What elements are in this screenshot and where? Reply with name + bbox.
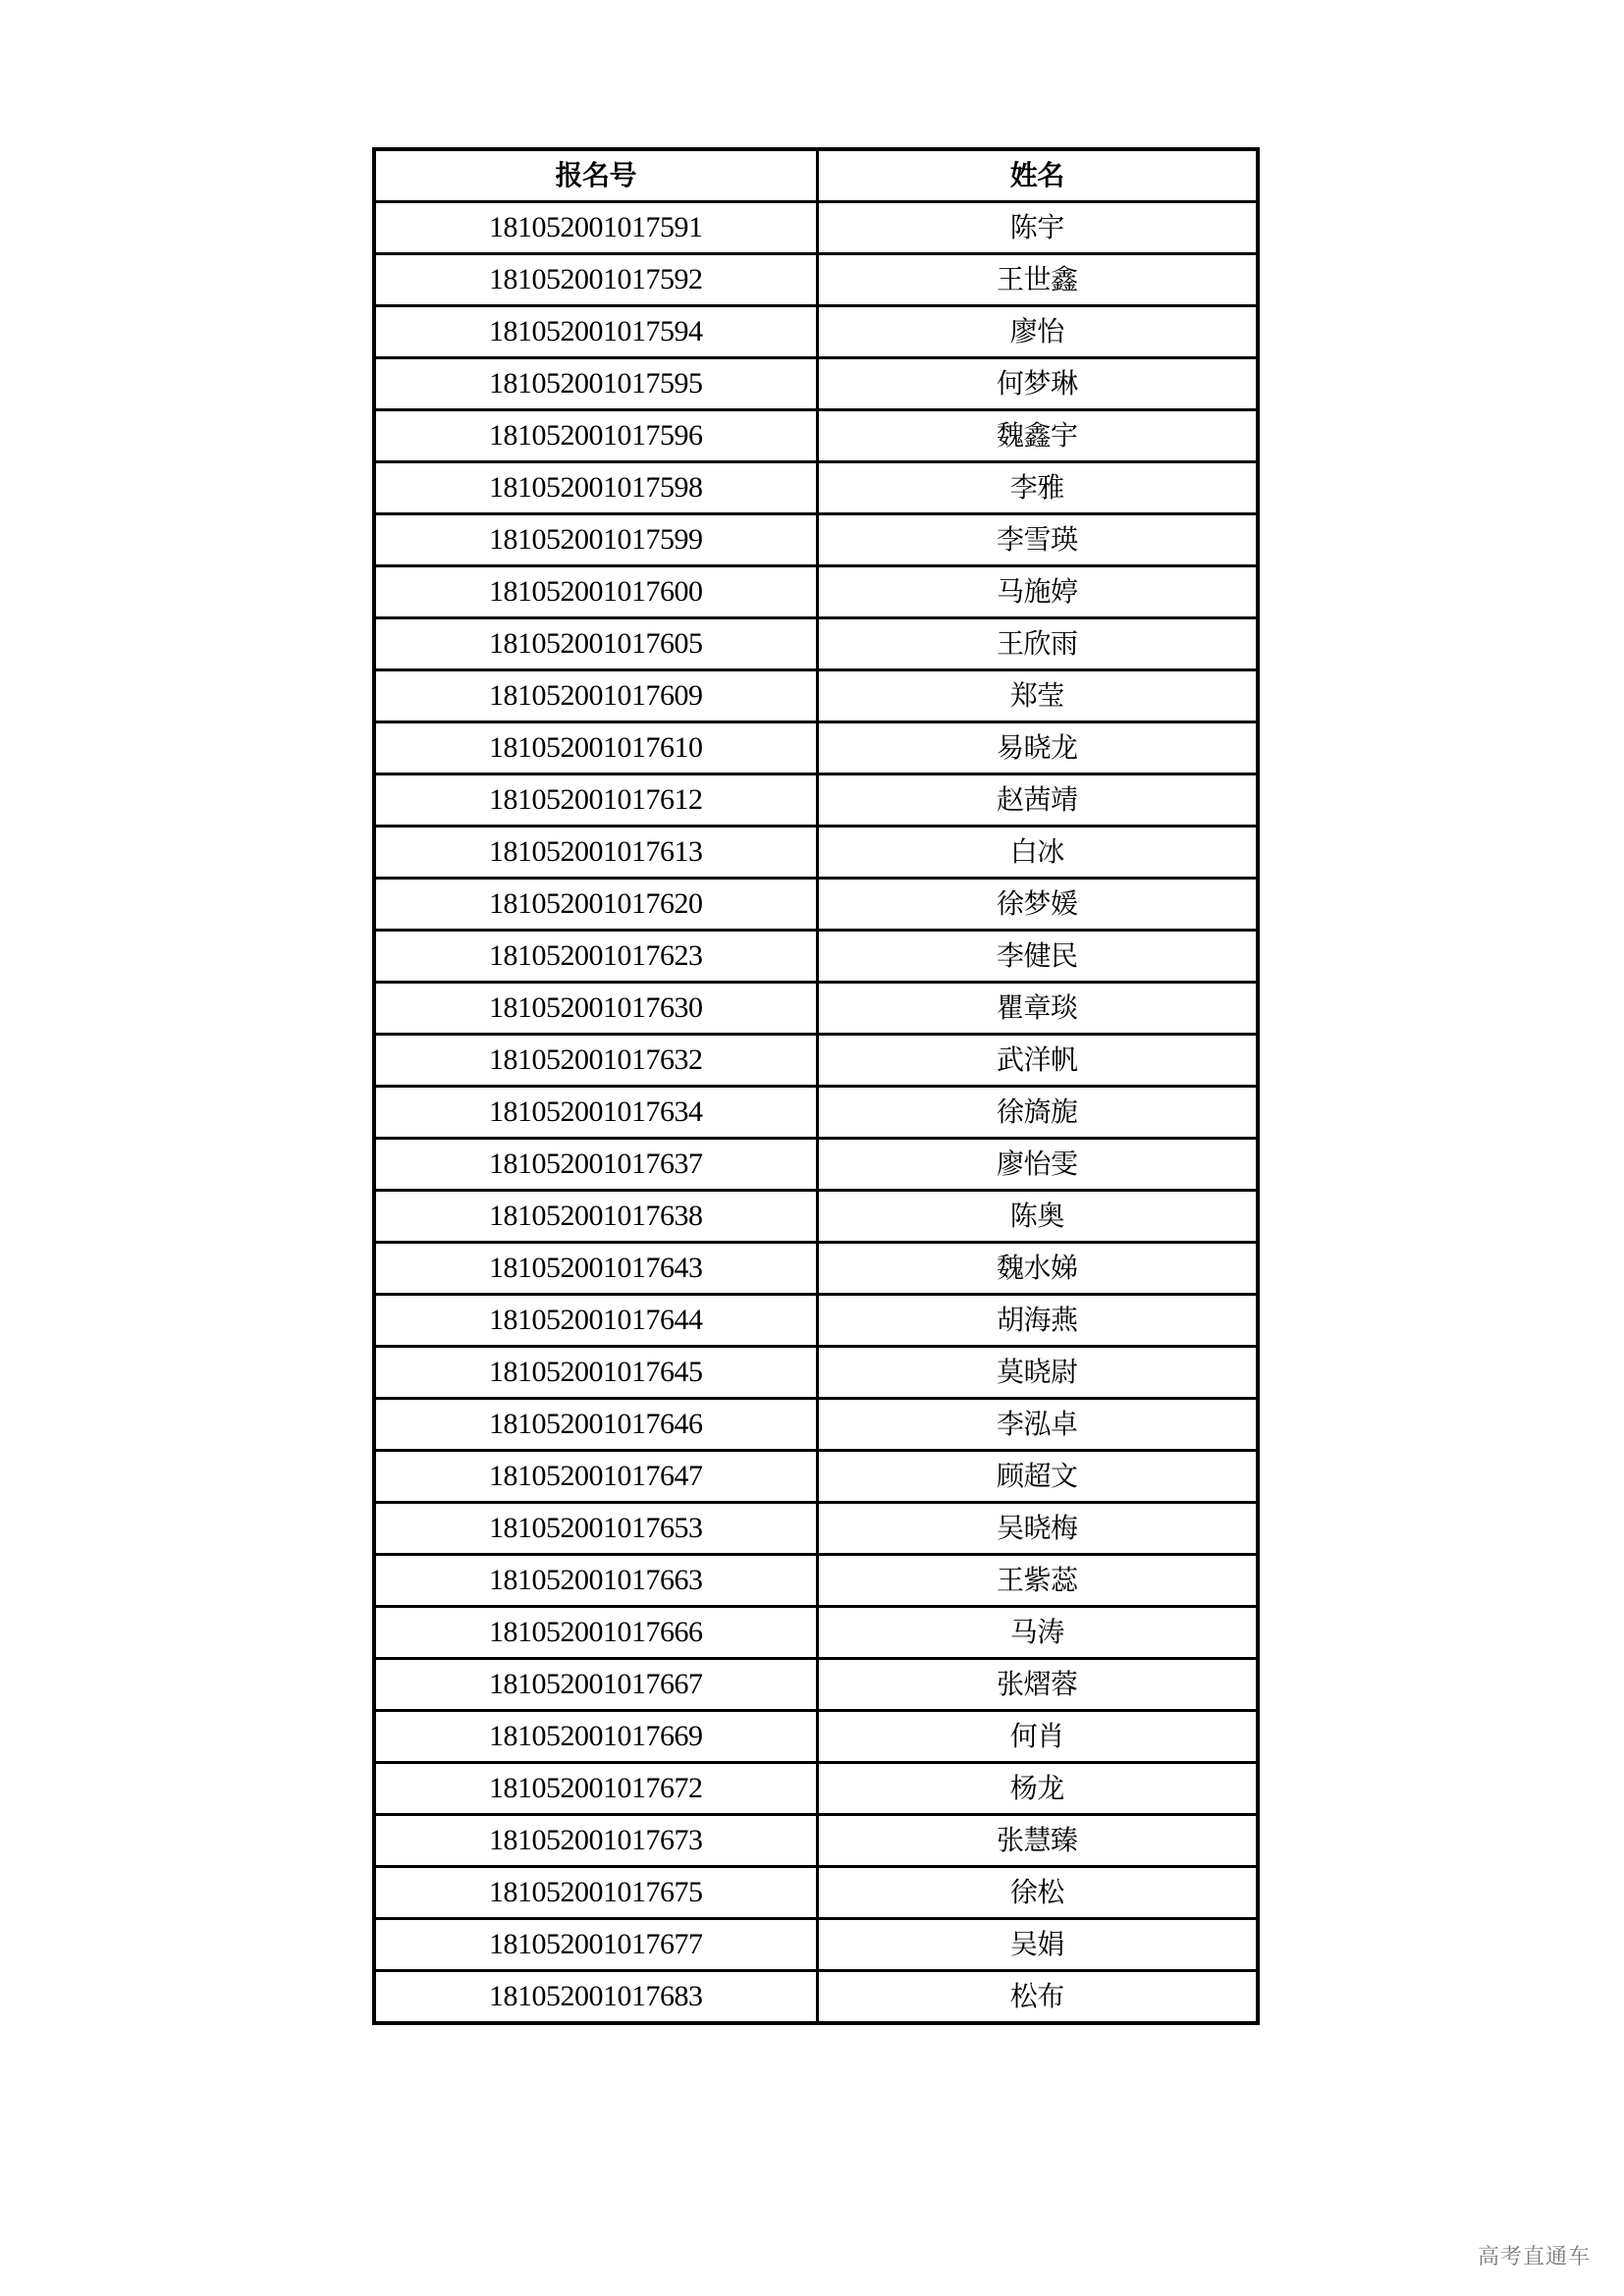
registration-number-cell: 181052001017594 [374,306,817,358]
registration-number-cell: 181052001017637 [374,1139,817,1191]
registration-number-cell: 181052001017610 [374,722,817,774]
table-row [374,1971,1258,2024]
name-cell: 赵茜靖 [817,774,1258,827]
table-row [374,1191,1258,1243]
name-cell: 李健民 [817,931,1258,983]
name-cell: 顾超文 [817,1451,1258,1503]
table-row [374,1139,1258,1191]
name-cell: 马涛 [817,1607,1258,1659]
registration-number-cell: 181052001017609 [374,670,817,722]
registration-number-cell: 181052001017644 [374,1295,817,1347]
table-row [374,879,1258,931]
name-cell: 何梦琳 [817,358,1258,410]
registration-number-cell: 181052001017591 [374,202,817,254]
registration-number-cell: 181052001017666 [374,1607,817,1659]
table-row [374,202,1258,254]
registration-number-cell: 181052001017599 [374,514,817,566]
name-cell: 张熠蓉 [817,1659,1258,1711]
table-row [374,1347,1258,1399]
registration-number-cell: 181052001017669 [374,1711,817,1763]
table-row [374,722,1258,774]
name-cell: 吴娟 [817,1919,1258,1971]
name-cell: 徐梦媛 [817,879,1258,931]
name-cell: 陈宇 [817,202,1258,254]
registration-number-cell: 181052001017634 [374,1087,817,1139]
table-row [374,931,1258,983]
table-row [374,410,1258,462]
column-header-name: 姓名 [817,149,1258,202]
table-row [374,1087,1258,1139]
watermark-text: 高考直通车 [1478,2245,1592,2269]
roster-table [372,147,1260,2025]
table-row [374,618,1258,670]
registration-number-cell: 181052001017598 [374,462,817,514]
registration-number-cell: 181052001017653 [374,1503,817,1555]
table-row [374,566,1258,618]
registration-number-cell: 181052001017612 [374,774,817,827]
registration-number-cell: 181052001017595 [374,358,817,410]
table-row [374,670,1258,722]
registration-number-cell: 181052001017630 [374,983,817,1035]
name-cell: 胡海燕 [817,1295,1258,1347]
name-cell: 郑莹 [817,670,1258,722]
name-cell: 张慧臻 [817,1815,1258,1867]
registration-number-cell: 181052001017645 [374,1347,817,1399]
registration-number-cell: 181052001017647 [374,1451,817,1503]
name-cell: 徐松 [817,1867,1258,1919]
registration-number-cell: 181052001017620 [374,879,817,931]
table-row [374,1451,1258,1503]
name-cell: 王紫蕊 [817,1555,1258,1607]
registration-number-cell: 181052001017667 [374,1659,817,1711]
table-row [374,1555,1258,1607]
registration-number-cell: 181052001017613 [374,827,817,879]
registration-number-cell: 181052001017632 [374,1035,817,1087]
registration-number-cell: 181052001017592 [374,254,817,306]
name-cell: 廖怡雯 [817,1139,1258,1191]
name-cell: 李雪瑛 [817,514,1258,566]
table-row [374,1659,1258,1711]
table-row [374,1035,1258,1087]
column-header-registration-number: 报名号 [374,149,817,202]
registration-number-cell: 181052001017600 [374,566,817,618]
name-cell: 王欣雨 [817,618,1258,670]
table-row [374,1711,1258,1763]
table-row [374,1399,1258,1451]
registration-number-cell: 181052001017663 [374,1555,817,1607]
table-row [374,774,1258,827]
table-row [374,514,1258,566]
table-row [374,1919,1258,1971]
name-cell: 何肖 [817,1711,1258,1763]
table-header-row [374,149,1258,202]
table-row [374,1607,1258,1659]
name-cell: 瞿章琰 [817,983,1258,1035]
table-row [374,358,1258,410]
table-row [374,983,1258,1035]
table-row [374,462,1258,514]
table-row [374,306,1258,358]
table-row [374,827,1258,879]
table-row [374,1867,1258,1919]
registration-number-cell: 181052001017643 [374,1243,817,1295]
table-row [374,1295,1258,1347]
table-row [374,1763,1258,1815]
registration-number-cell: 181052001017646 [374,1399,817,1451]
name-cell: 魏水娣 [817,1243,1258,1295]
name-cell: 白冰 [817,827,1258,879]
name-cell: 陈奥 [817,1191,1258,1243]
name-cell: 李泓卓 [817,1399,1258,1451]
registration-number-cell: 181052001017677 [374,1919,817,1971]
registration-number-cell: 181052001017605 [374,618,817,670]
table-row [374,1243,1258,1295]
table-row [374,1503,1258,1555]
registration-number-cell: 181052001017596 [374,410,817,462]
name-cell: 王世鑫 [817,254,1258,306]
name-cell: 易晓龙 [817,722,1258,774]
name-cell: 李雅 [817,462,1258,514]
name-cell: 吴晓梅 [817,1503,1258,1555]
registration-number-cell: 181052001017675 [374,1867,817,1919]
name-cell: 杨龙 [817,1763,1258,1815]
name-cell: 徐旖旎 [817,1087,1258,1139]
name-cell: 廖怡 [817,306,1258,358]
name-cell: 武洋帆 [817,1035,1258,1087]
table-body [374,202,1258,2024]
registration-number-cell: 181052001017672 [374,1763,817,1815]
name-cell: 莫晓尉 [817,1347,1258,1399]
table-row [374,1815,1258,1867]
name-cell: 魏鑫宇 [817,410,1258,462]
registration-number-cell: 181052001017638 [374,1191,817,1243]
registration-number-cell: 181052001017683 [374,1971,817,2024]
name-cell: 马施婷 [817,566,1258,618]
registration-number-cell: 181052001017623 [374,931,817,983]
name-cell: 松布 [817,1971,1258,2024]
registration-number-cell: 181052001017673 [374,1815,817,1867]
table-row [374,254,1258,306]
